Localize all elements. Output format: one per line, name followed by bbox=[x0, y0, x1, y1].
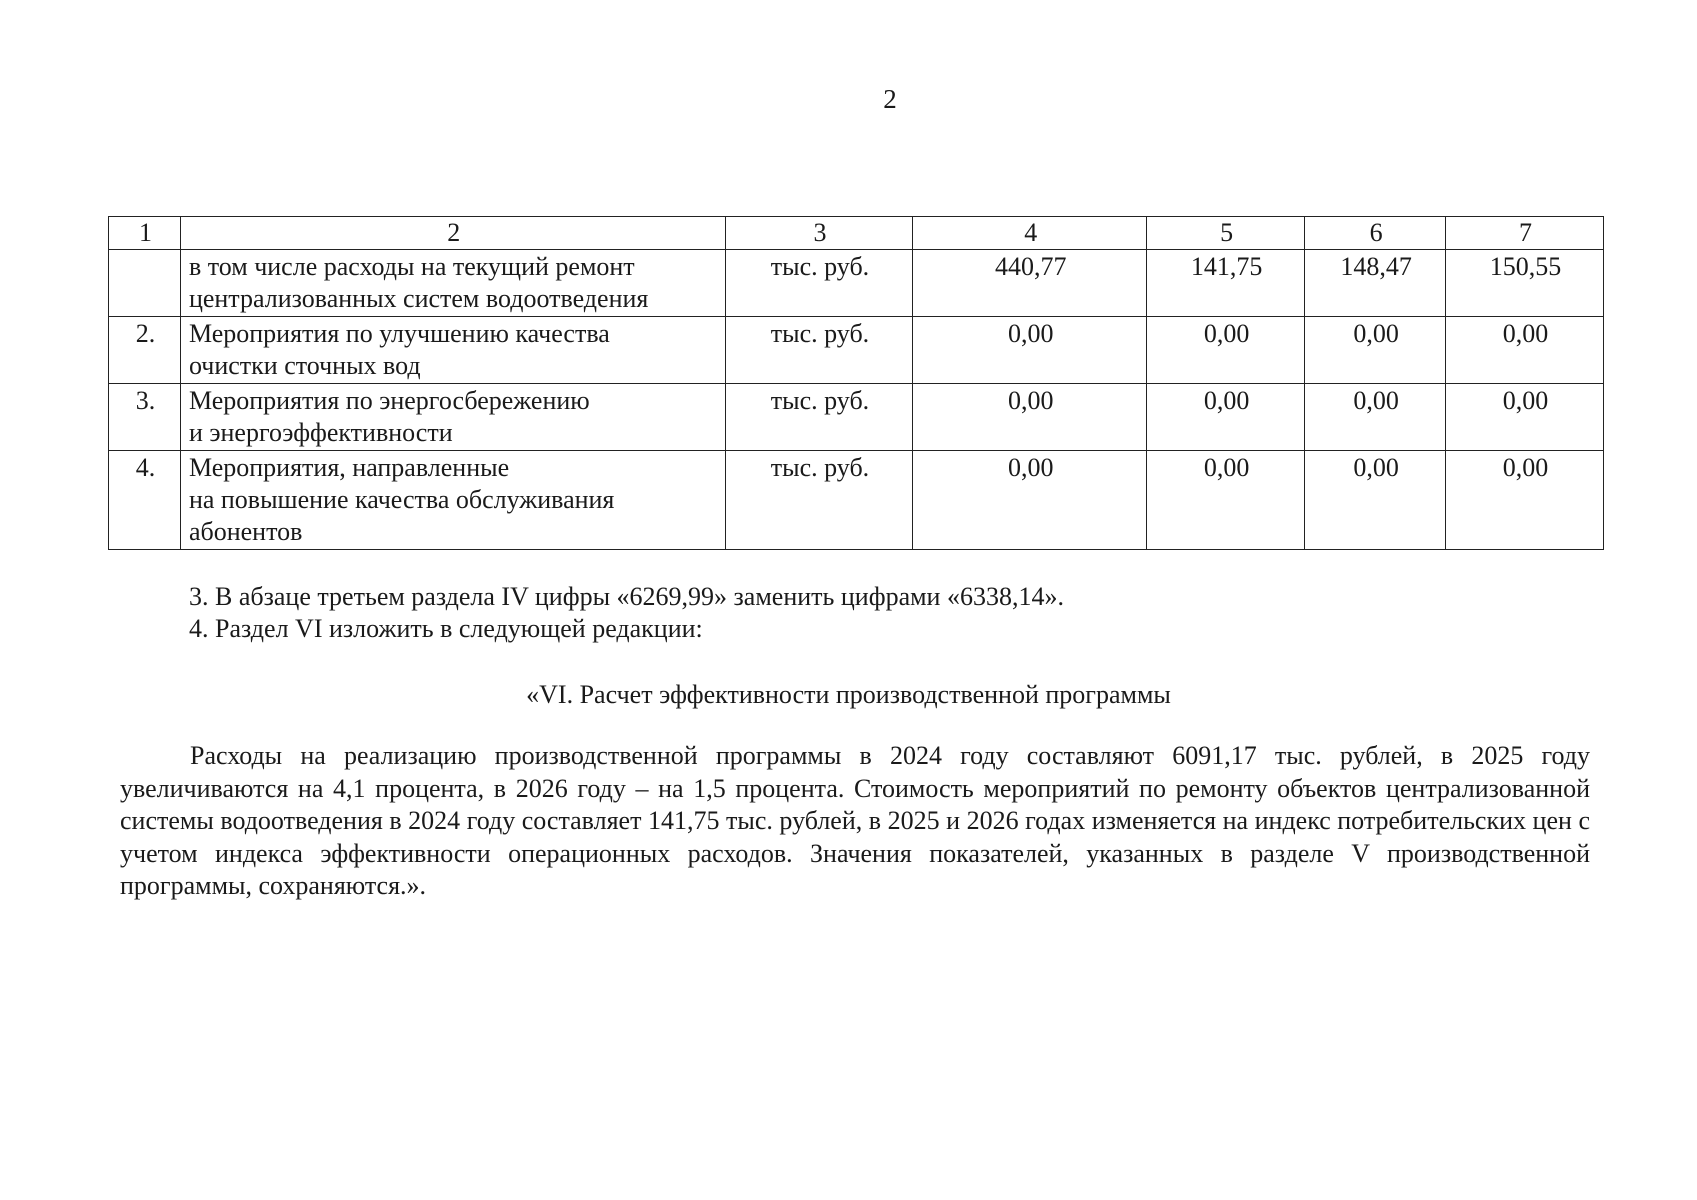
row-unit: тыс. руб. bbox=[725, 384, 913, 451]
row-value-col4: 440,77 bbox=[913, 250, 1147, 317]
row-value-col6: 148,47 bbox=[1305, 250, 1446, 317]
row-number: 4. bbox=[109, 451, 181, 550]
row-description: в том числе расходы на текущий ремонт централизованных систем водоотведения bbox=[180, 250, 725, 317]
column-header: 1 bbox=[109, 217, 181, 250]
table-header-row bbox=[109, 217, 1604, 250]
row-description: Мероприятия по энергосбережению и энергоэффективности bbox=[180, 384, 725, 451]
column-header: 7 bbox=[1446, 217, 1604, 250]
row-value-col6: 0,00 bbox=[1305, 317, 1446, 384]
row-unit: тыс. руб. bbox=[725, 451, 913, 550]
row-value-col6: 0,00 bbox=[1305, 451, 1446, 550]
column-header: 5 bbox=[1147, 217, 1305, 250]
row-value-col5: 0,00 bbox=[1147, 317, 1305, 384]
section-title: «VI. Расчет эффективности производственной программы bbox=[526, 680, 1171, 709]
column-header: 2 bbox=[180, 217, 725, 250]
row-description: Мероприятия, направленные на повышение качества обслуживания абонентов bbox=[180, 451, 725, 550]
data-table bbox=[108, 216, 1604, 550]
amendment-item-3: 3. В абзаце третьем раздела IV цифры «6269,99» заменить цифрами «6338,14». bbox=[189, 582, 1064, 611]
row-number bbox=[109, 250, 181, 317]
amendment-item-4: 4. Раздел VI изложить в следующей редакции: bbox=[189, 614, 703, 643]
row-value-col7: 0,00 bbox=[1446, 384, 1604, 451]
table-row bbox=[109, 250, 1604, 317]
column-header: 3 bbox=[725, 217, 913, 250]
row-value-col7: 150,55 bbox=[1446, 250, 1604, 317]
row-number: 2. bbox=[109, 317, 181, 384]
table-row bbox=[109, 317, 1604, 384]
column-header: 6 bbox=[1305, 217, 1446, 250]
row-unit: тыс. руб. bbox=[725, 317, 913, 384]
row-value-col5: 0,00 bbox=[1147, 451, 1305, 550]
row-value-col7: 0,00 bbox=[1446, 317, 1604, 384]
row-value-col6: 0,00 bbox=[1305, 384, 1446, 451]
row-value-col4: 0,00 bbox=[913, 317, 1147, 384]
row-number: 3. bbox=[109, 384, 181, 451]
page-number: 2 bbox=[883, 84, 897, 114]
row-value-col7: 0,00 bbox=[1446, 451, 1604, 550]
row-description: Мероприятия по улучшению качества очистки сточных вод bbox=[180, 317, 725, 384]
row-value-col4: 0,00 bbox=[913, 451, 1147, 550]
row-unit: тыс. руб. bbox=[725, 250, 913, 317]
table-row bbox=[109, 451, 1604, 550]
section-body-paragraph: Расходы на реализацию производственной программы в 2024 году составляют 6091,17 тыс. рублей, в 2025 году увеличиваются на 4,1 процента, в 2026 году – на 1,5 процента. Стоимость мероприятий по ремонту объектов централизованной системы водоотведения в 2024 году составляет 141,75 тыс. рублей, в 2025 и 2026 годах изменяется на индекс потребительских цен с учетом индекса эффективности операционных расходов. Значения показателей, указанных в разделе V производственной программы, сохраняются.». bbox=[120, 741, 1590, 900]
row-value-col4: 0,00 bbox=[913, 384, 1147, 451]
row-value-col5: 141,75 bbox=[1147, 250, 1305, 317]
column-header: 4 bbox=[913, 217, 1147, 250]
table-row bbox=[109, 384, 1604, 451]
row-value-col5: 0,00 bbox=[1147, 384, 1305, 451]
